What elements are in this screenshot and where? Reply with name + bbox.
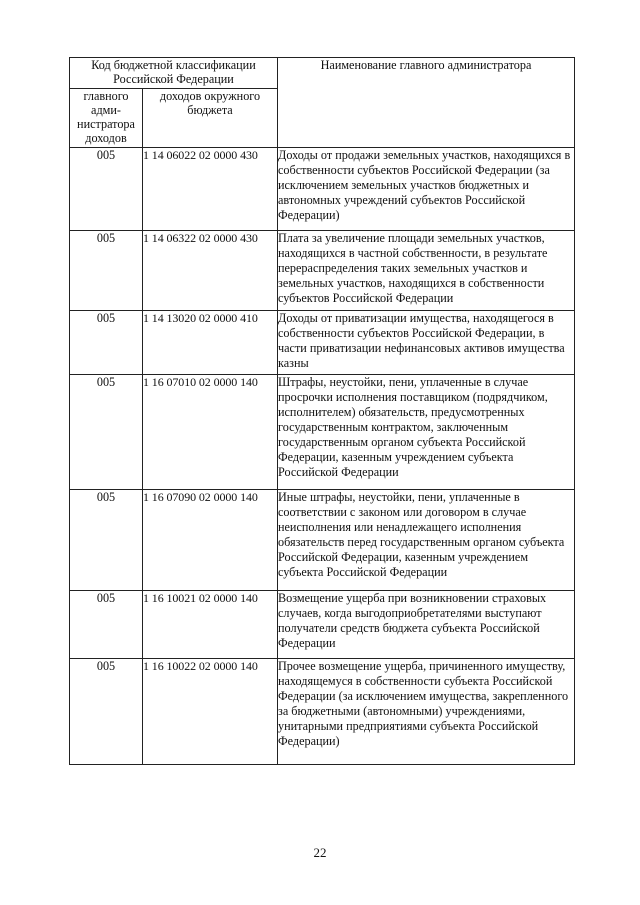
table-row — [70, 591, 575, 659]
admin-code-cell: 005 — [70, 311, 143, 375]
table-row — [70, 375, 575, 490]
header-budget-classification-group: Код бюджетной классификации Российской Федерации — [70, 58, 278, 89]
revenue-name-cell: Иные штрафы, неустойки, пени, уплаченные в соответствии с законом или договором в случае неисполнения или ненадлежащего исполнения обязательств перед государственным органом субъекта Российской Федерации, казенным учреждением субъекта Российской Федерации — [278, 490, 575, 591]
revenue-name-cell: Доходы от приватизации имущества, находящегося в собственности субъектов Российской Федерации, в части приватизации нефинансовых активов имущества казны — [278, 311, 575, 375]
page-number: 22 — [313, 845, 327, 860]
table-row — [70, 311, 575, 375]
revenue-name-cell: Возмещение ущерба при возникновении страховых случаев, когда выгодоприобретателями выступают получатели средств бюджета субъекта Российской Федерации — [278, 591, 575, 659]
budget-code-cell: 1 16 10022 02 0000 140 — [143, 659, 278, 765]
table-row — [70, 231, 575, 311]
revenue-name-cell: Штрафы, неустойки, пени, уплаченные в случае просрочки исполнения поставщиком (подрядчиком, исполнителем) обязательств, предусмотренных государственным контрактом, заключенным государственным органом субъекта Российской Федерации, казенным учреждением субъекта Российской Федерации — [278, 375, 575, 490]
table-row — [70, 148, 575, 231]
budget-code-cell: 1 14 13020 02 0000 410 — [143, 311, 278, 375]
admin-code-cell: 005 — [70, 148, 143, 231]
admin-code-cell: 005 — [70, 231, 143, 311]
header-main-administrator: главного адми-нистратора доходов — [70, 89, 143, 148]
header-administrator-name: Наименование главного администратора — [278, 58, 575, 148]
revenue-name-cell: Доходы от продажи земельных участков, находящихся в собственности субъектов Российской Федерации (за исключением земельных участков бюджетных и автономных учреждений субъектов Российской Федерации) — [278, 148, 575, 231]
revenue-name-cell: Прочее возмещение ущерба, причиненного имуществу, находящемуся в собственности субъекта Российской Федерации (за исключением имущества, закрепленного за бюджетными (автономными) учреждениями, унитарными предприятиями субъекта Российской Федерации) — [278, 659, 575, 765]
budget-code-cell: 1 16 10021 02 0000 140 — [143, 591, 278, 659]
table-row — [70, 490, 575, 591]
budget-classification-table — [69, 57, 575, 765]
header-district-budget-revenue: доходов окружного бюджета — [143, 89, 278, 148]
admin-code-cell: 005 — [70, 591, 143, 659]
table-row — [70, 659, 575, 765]
table-header-row — [70, 58, 575, 89]
budget-code-cell: 1 16 07010 02 0000 140 — [143, 375, 278, 490]
admin-code-cell: 005 — [70, 375, 143, 490]
admin-code-cell: 005 — [70, 490, 143, 591]
revenue-name-cell: Плата за увеличение площади земельных участков, находящихся в частной собственности, в результате перераспределения таких земельных участков и земельных участков, находящихся в собственности субъектов Российской Федерации — [278, 231, 575, 311]
budget-code-cell: 1 14 06022 02 0000 430 — [143, 148, 278, 231]
budget-code-cell: 1 16 07090 02 0000 140 — [143, 490, 278, 591]
budget-code-cell: 1 14 06322 02 0000 430 — [143, 231, 278, 311]
admin-code-cell: 005 — [70, 659, 143, 765]
